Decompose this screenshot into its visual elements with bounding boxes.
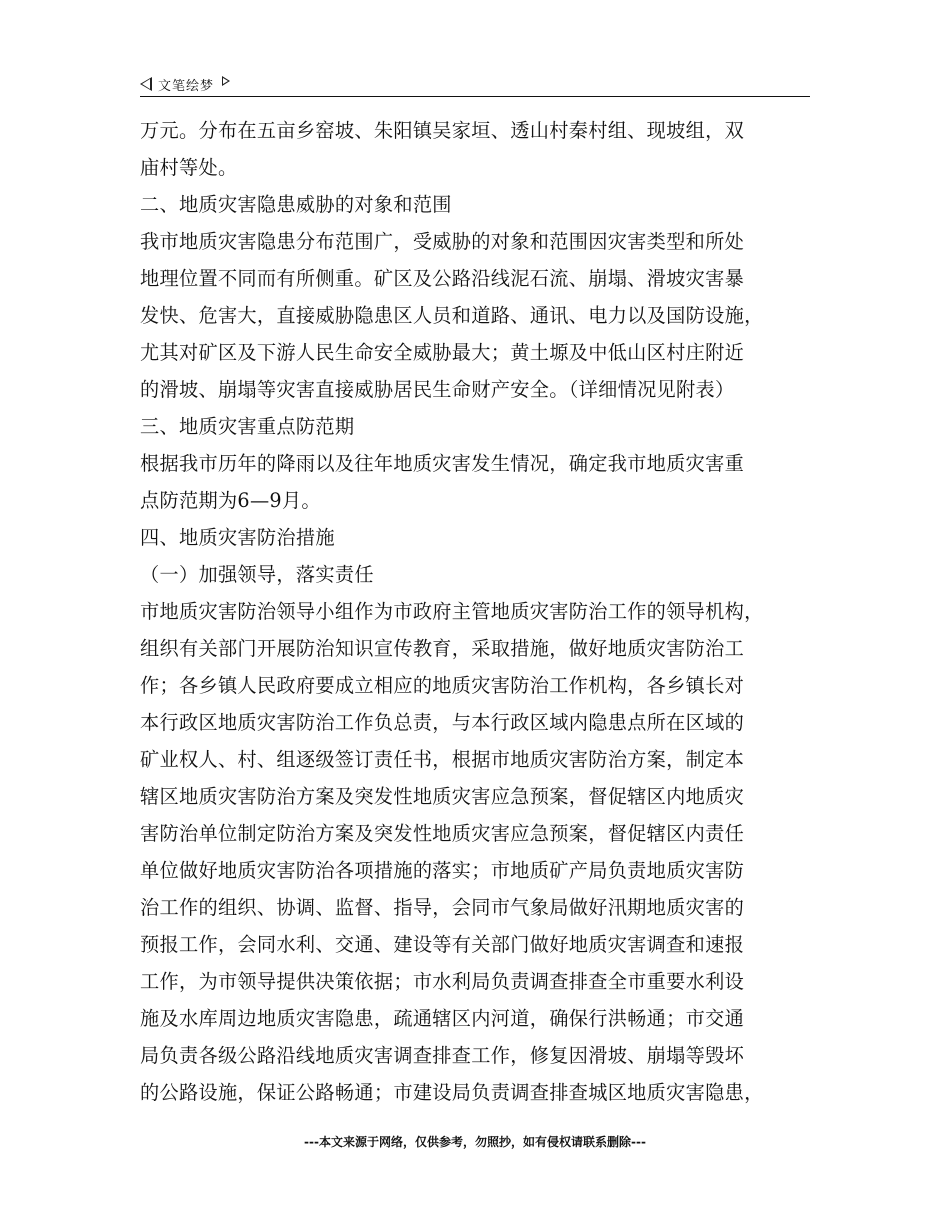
- text-line: 根据我市历年的降雨以及往年地质灾害发生情况，确定我市地质灾害重: [140, 452, 745, 475]
- text-line: 尤其对矿区及下游人民生命安全威胁最大；黄土塬及中低山区村庄附近: [140, 341, 745, 364]
- triangle-right-icon: [222, 76, 230, 86]
- document-body: [140, 112, 820, 1111]
- section-heading: 四、地质灾害防治措施: [140, 526, 335, 549]
- text-line: 施及水库周边地质灾害隐患，疏通辖区内河道，确保行洪畅通；市交通: [140, 1007, 745, 1030]
- text-line: 市地质灾害防治领导小组作为市政府主管地质灾害防治工作的领导机构，: [140, 600, 764, 623]
- text-line: 万元。分布在五亩乡窑坡、朱阳镇吴家垣、透山村秦村组、现坡组，双: [140, 119, 745, 142]
- text-line: 发快、危害大，直接威胁隐患区人员和道路、通讯、电力以及国防设施，: [140, 304, 764, 327]
- text-line: 局负责各级公路沿线地质灾害调查排查工作，修复因滑坡、崩塌等毁坏: [140, 1044, 745, 1067]
- header-brand: 文笔绘梦: [158, 78, 215, 94]
- page-footer-notice: ---本文来源于网络，仅供参考，勿照抄，如有侵权请联系删除---: [304, 1135, 646, 1149]
- text-line: 我市地质灾害隐患分布范围广，受威胁的对象和范围因灾害类型和所处: [140, 230, 745, 253]
- text-line: 单位做好地质灾害防治各项措施的落实；市地质矿产局负责地质灾害防: [140, 859, 745, 882]
- text-line: 的公路设施，保证公路畅通；市建设局负责调查排查城区地质灾害隐患，: [140, 1081, 764, 1104]
- text-line: 预报工作，会同水利、交通、建设等有关部门做好地质灾害调查和速报: [140, 933, 745, 956]
- text-line: 治工作的组织、协调、监督、指导，会同市气象局做好汛期地质灾害的: [140, 896, 745, 919]
- text-line: 辖区地质灾害防治方案及突发性地质灾害应急预案，督促辖区内地质灾: [140, 785, 745, 808]
- triangle-left-icon: [140, 77, 152, 91]
- header-divider: [140, 96, 810, 97]
- section-heading: 三、地质灾害重点防范期: [140, 415, 355, 438]
- page-header: [140, 72, 810, 96]
- text-line: 工作，为市领导提供决策依据；市水利局负责调查排查全市重要水利设: [140, 970, 745, 993]
- text-line: 作；各乡镇人民政府要成立相应的地质灾害防治工作机构，各乡镇长对: [140, 674, 745, 697]
- subsection-heading: （一）加强领导，落实责任: [140, 563, 374, 586]
- text-line: 点防范期为6—9月。: [140, 489, 321, 512]
- text-line: 组织有关部门开展防治知识宣传教育，采取措施，做好地质灾害防治工: [140, 637, 745, 660]
- text-line: 的滑坡、崩塌等灾害直接威胁居民生命财产安全。（详细情况见附表）: [140, 378, 735, 401]
- text-line: 害防治单位制定防治方案及突发性地质灾害应急预案，督促辖区内责任: [140, 822, 745, 845]
- text-line: 矿业权人、村、组逐级签订责任书，根据市地质灾害防治方案，制定本: [140, 748, 745, 771]
- text-line: 本行政区地质灾害防治工作负总责，与本行政区域内隐患点所在区域的: [140, 711, 745, 734]
- section-heading: 二、地质灾害隐患威胁的对象和范围: [140, 193, 452, 216]
- text-line: 庙村等处。: [140, 156, 238, 179]
- text-line: 地理位置不同而有所侧重。矿区及公路沿线泥石流、崩塌、滑坡灾害暴: [140, 267, 745, 290]
